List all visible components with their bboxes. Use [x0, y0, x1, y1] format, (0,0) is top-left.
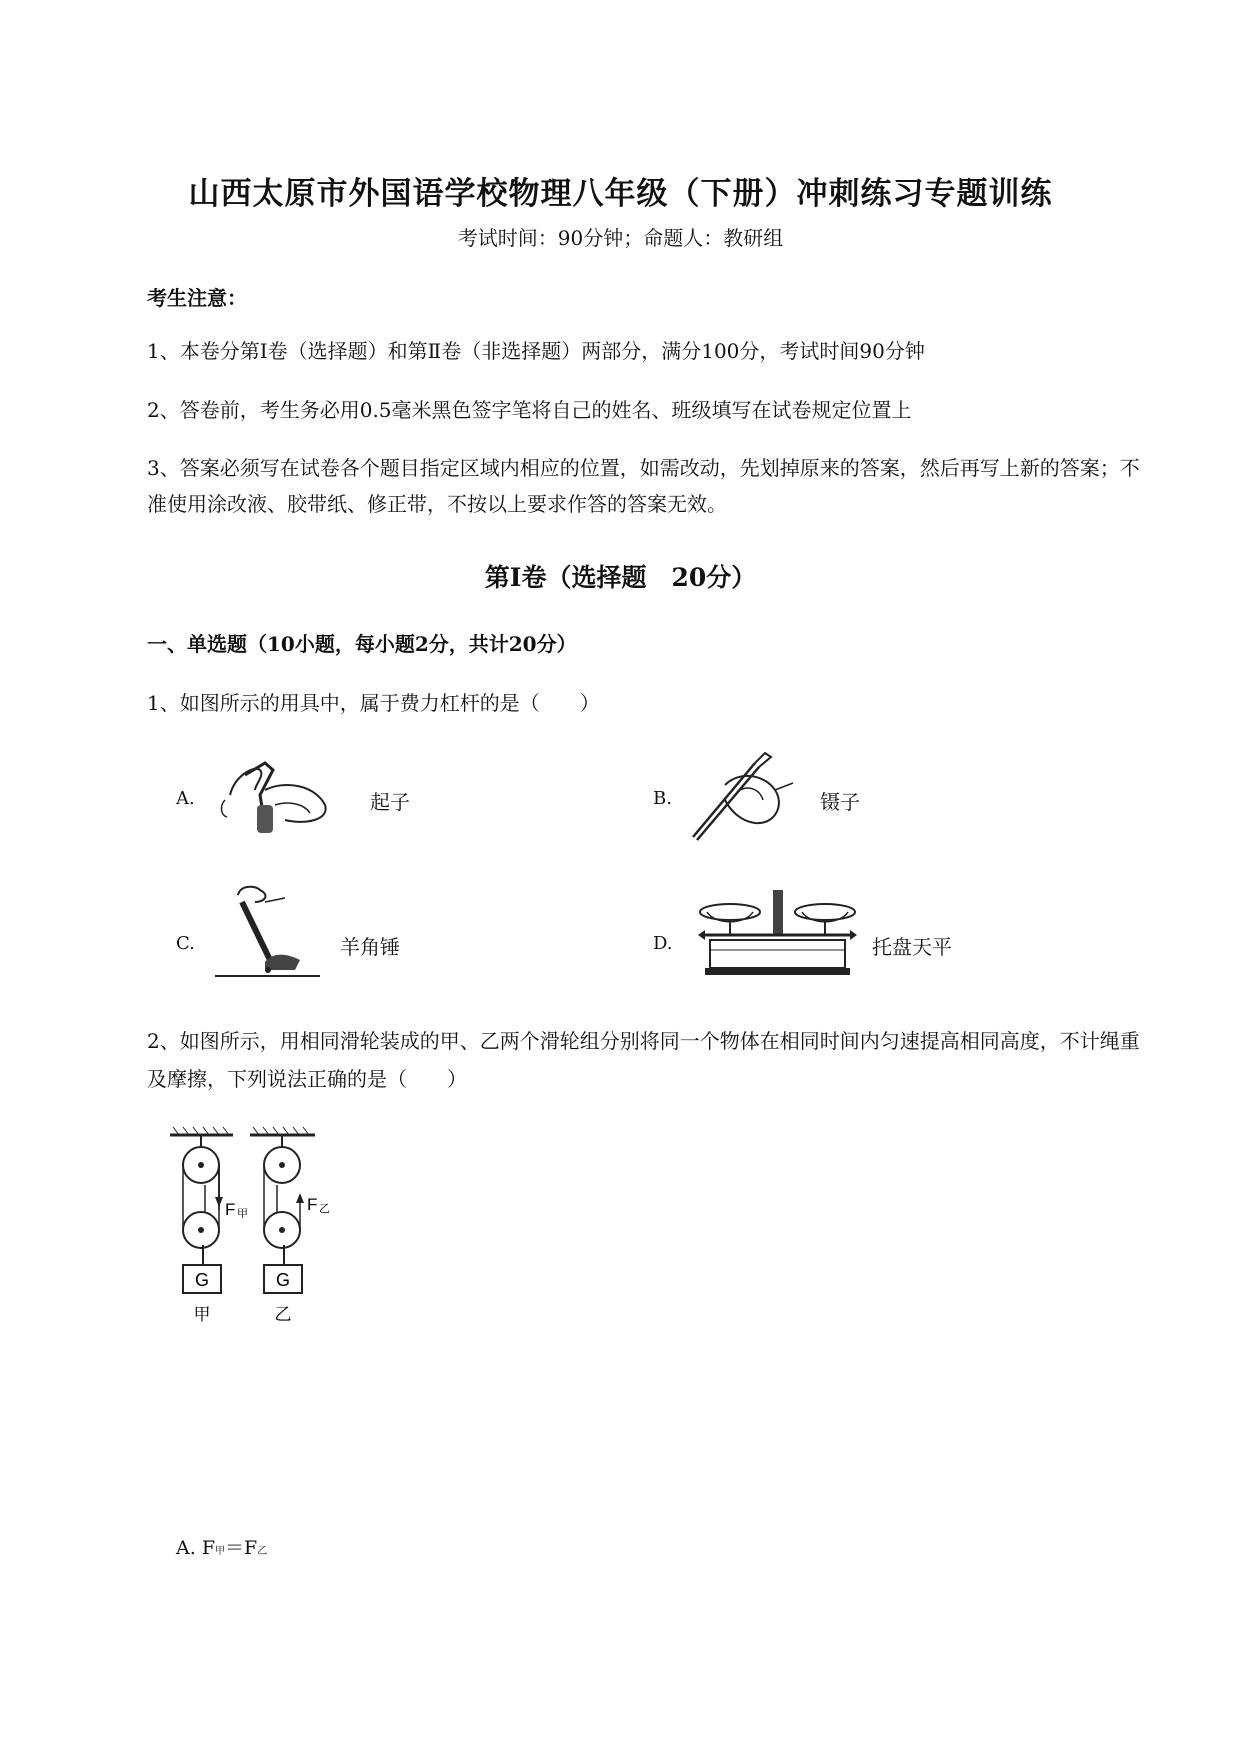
q1-option-b-label: 镊子	[820, 790, 860, 814]
pulley-figure	[165, 1125, 375, 1375]
q1-option-a-letter: A.	[176, 788, 195, 809]
left-figure-label: 甲	[193, 1305, 211, 1324]
q2-option-a-letter: A.	[176, 1537, 196, 1559]
q2-option-a-f2: F	[244, 1537, 258, 1559]
q2-option-a-sub2: 乙	[257, 1546, 268, 1557]
q2-option-a	[176, 1533, 267, 1560]
balance-scale-image	[695, 880, 860, 980]
q1-option-a-label: 起子	[370, 790, 410, 814]
bottle-opener-image	[215, 755, 335, 840]
exam-subtitle: 考试时间：90分钟；命题人：教研组	[457, 226, 784, 250]
right-figure-label: 乙	[274, 1305, 292, 1324]
section-heading: 一、单选题（10小题，每小题2分，共计20分）	[147, 632, 577, 656]
left-force-label: F	[225, 1200, 236, 1219]
notice-item-2: 2、答卷前，考生务必用0.5毫米黑色签字笔将自己的姓名、班级填写在试卷规定位置上	[147, 398, 912, 422]
question-2-stem: 2、如图所示，用相同滑轮装成的甲、乙两个滑轮组分别将同一个物体在相同时间内匀速提高相同高度，不计绳重及摩擦，下列说法正确的是（ ）	[147, 1029, 1140, 1091]
notice-heading: 考生注意：	[147, 286, 247, 310]
left-force-subscript: 甲	[237, 1208, 248, 1220]
q1-option-b-letter: B.	[653, 788, 672, 809]
right-force-subscript: 乙	[319, 1203, 330, 1215]
page-title: 山西太原市外国语学校物理八年级（下册）冲刺练习专题训练	[188, 176, 1053, 212]
part1-title: 第Ⅰ卷（选择题 20分）	[484, 563, 757, 592]
q2-option-a-eq: ＝	[225, 1537, 245, 1559]
q1-option-c-label: 羊角锤	[340, 935, 400, 959]
question-1-stem: 1、如图所示的用具中，属于费力杠杆的是（ ）	[147, 691, 600, 715]
notice-item-3: 3、答案必须写在试卷各个题目指定区域内相应的位置，如需改动，先划掉原来的答案，然后再写上新的答案；不准使用涂改液、胶带纸、修正带，不按以上要求作答的答案无效。	[147, 456, 1140, 516]
right-weight-label: G	[275, 1270, 291, 1290]
q1-option-d-label: 托盘天平	[872, 935, 952, 959]
q2-option-a-sub1: 甲	[215, 1546, 225, 1557]
q1-option-c-letter: C.	[176, 933, 195, 954]
left-weight-label: G	[194, 1270, 210, 1290]
q2-option-a-f1: F	[201, 1537, 215, 1559]
q1-option-d-letter: D.	[653, 933, 673, 954]
notice-item-1: 1、本卷分第Ⅰ卷（选择题）和第Ⅱ卷（非选择题）两部分，满分100分，考试时间90分钟	[147, 339, 925, 363]
claw-hammer-image	[210, 880, 325, 985]
right-force-label: F	[307, 1195, 318, 1214]
tweezers-image	[685, 745, 800, 845]
